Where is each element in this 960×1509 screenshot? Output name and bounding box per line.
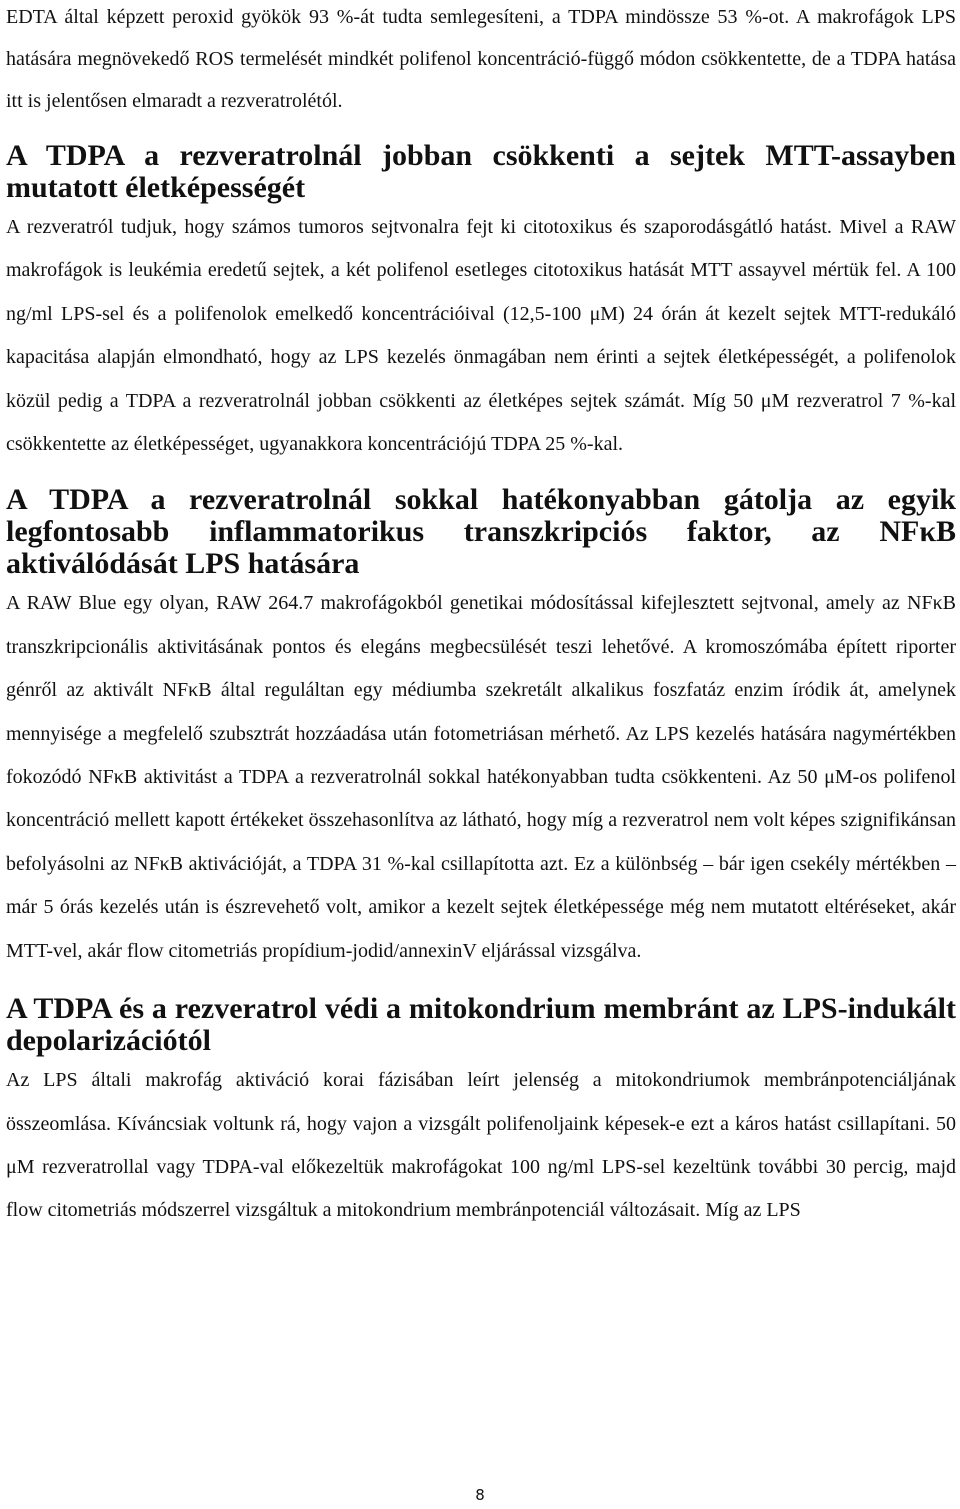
section-heading-nfkb-inhibition: A TDPA a rezveratrolnál sokkal hatékonyabban gátolja az egyik legfontosabb inflammatorikus transzkripciós faktor, az NFκB aktiválódását LPS hatására: [6, 483, 956, 581]
section-body-mtt-viability: A rezveratról tudjuk, hogy számos tumoros sejtvonalra fejt ki citotoxikus és szaporodásgátló hatást. Mivel a RAW makrofágok is leukémia eredetű sejtek, a két polifenol esetleges citotoxikus hatását MTT assayvel mértük fel. A 100 ng/ml LPS-sel és a polifenolok emelkedő koncentrációival (12,5-100 μM) 24 órán át kezelt sejtek MTT-redukáló kapacitása alapján elmondható, hogy az LPS kezelés önmagában nem érinti a sejtek életképességét, a polifenolok közül pedig a TDPA a rezveratrolnál jobban csökkenti az életképes sejtek számát. Míg 50 μM rezveratrol 7 %-kal csökkentette az életképességet, ugyanakkora koncentrációjú TDPA 25 %-kal.: [6, 216, 956, 456]
intro-paragraph: EDTA által képzett peroxid gyökök 93 %-át tudta semlegesíteni, a TDPA mindössze 53 %-ot. A makrofágok LPS hatására megnövekedő ROS termelését mindkét polifenol koncentráció-függő módon csökkentette, de a TDPA hatása itt is jelentősen elmaradt a rezveratrolétól.: [6, 6, 956, 112]
section-body-nfkb-inhibition: A RAW Blue egy olyan, RAW 264.7 makrofágokból genetikai módosítással kifejlesztett sejtvonal, amely az NFκB transzkripcionális aktivitásának pontos és elegáns megbecsülését teszi lehetővé. A kromoszómába épített riporter génről az aktivált NFκB által reguláltan egy médiumba szekretált alkalikus foszfatáz enzim íródik át, amelynek mennyisége a megfelelő szubsztrát hozzáadása után fotometriásan mérhető. Az LPS kezelés hatására nagymértékben fokozódó NFκB aktivitást a TDPA a rezveratrolnál sokkal hatékonyabban tudta csökkenteni. Az 50 μM-os polifenol koncentráció mellett kapott értékeket összehasonlítva az látható, hogy míg a rezveratrol nem volt képes szignifikánsan befolyásolni az NFκB aktivációját, a TDPA 31 %-kal csillapította azt. Ez a különbség – bár igen csekély mértékben – már 5 órás kezelés után is észrevehető volt, amikor a kezelt sejtek életképessége még nem mutatott eltéréseket, akár MTT-vel, akár flow citometriás propídium-jodid/annexinV eljárással vizsgálva.: [6, 592, 956, 962]
page-number: 8: [475, 1486, 485, 1504]
section-heading-mtt-viability: A TDPA a rezveratrolnál jobban csökkenti a sejtek MTT-assayben mutatott életképességét: [6, 139, 956, 204]
section-heading-mitochondria: A TDPA és a rezveratrol védi a mitokondrium membránt az LPS-indukált depolarizációtól: [6, 992, 956, 1058]
section-body-mitochondria: Az LPS általi makrofág aktiváció korai fázisában leírt jelenség a mitokondriumok membránpotenciáljának összeomlása. Kíváncsiak voltunk rá, hogy vajon a vizsgált polifenoljaink képesek-e ezt a káros hatást csillapítani. 50 μM rezveratrollal vagy TDPA-val előkezeltük makrofágokat 100 ng/ml LPS-sel kezeltünk további 30 percig, majd flow citometriás módszerrel vizsgáltuk a mitokondrium membránpotenciál változásait. Míg az LPS: [6, 1069, 956, 1222]
document-page: [6, 0, 956, 1233]
